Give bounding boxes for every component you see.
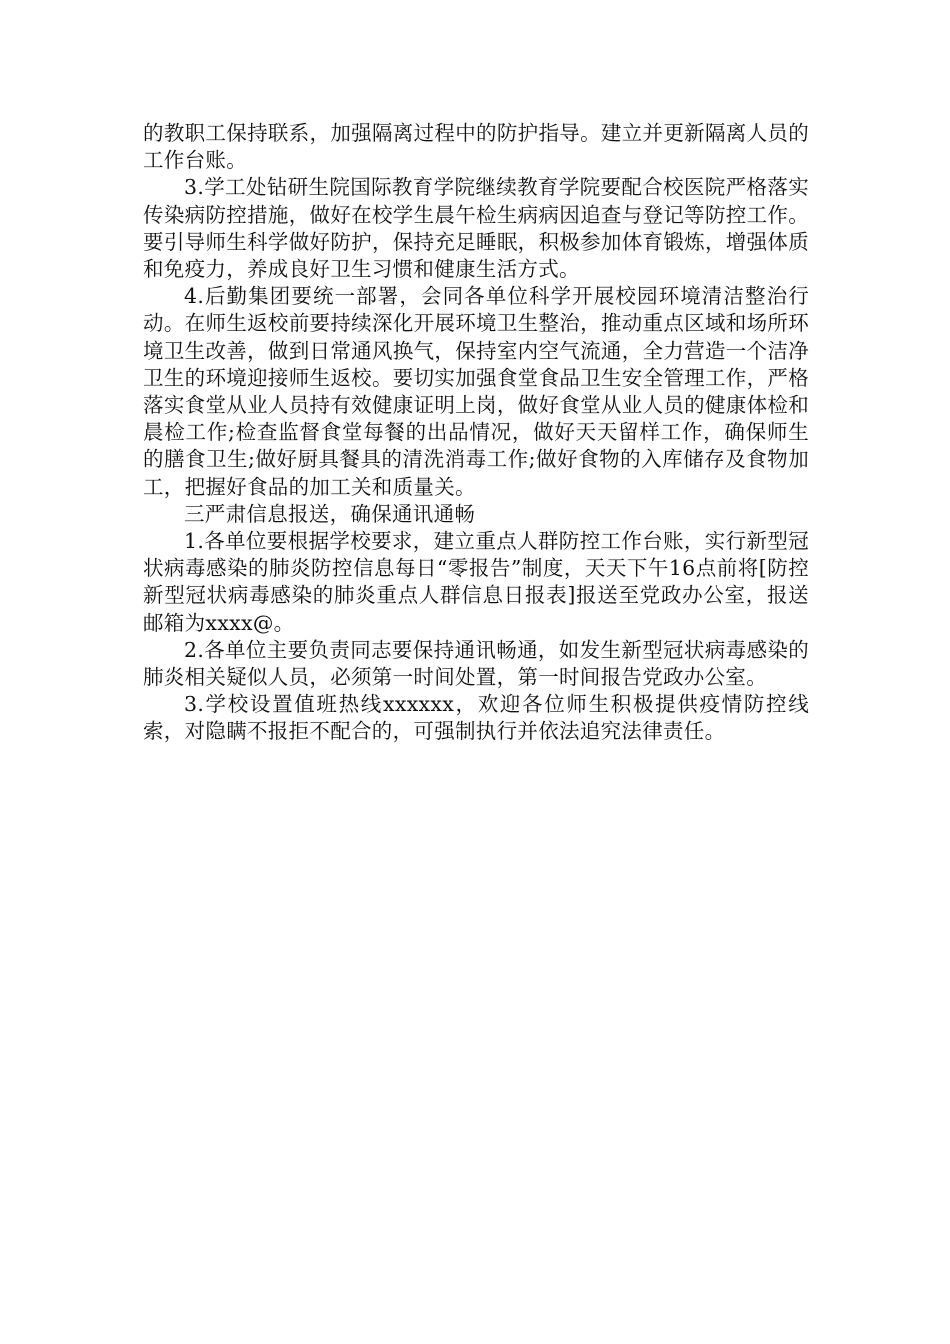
paragraph-continuation: 的教职工保持联系，加强隔离过程中的防护指导。建立并更新隔离人员的工作台账。 bbox=[143, 121, 809, 173]
section-heading-information-reporting: 三严肃信息报送，确保通讯通畅 bbox=[184, 501, 476, 526]
document-body bbox=[143, 120, 809, 746]
paragraph-item-1-ledger: 1.各单位要根据学校要求，建立重点人群防控工作台账，实行新型冠状病毒感染的肺炎防控信息每日“零报告”制度，天天下午16点前将[防控新型冠状病毒感染的肺炎重点人群信息日报表]报送至党政办公室，报送邮箱为xxxx@。 bbox=[143, 529, 809, 635]
paragraph-item-3-hotline: 3.学校设置值班热线xxxxxx，欢迎各位师生积极提供疫情防控线索，对隐瞒不报拒不配合的，可强制执行并依法追究法律责任。 bbox=[143, 692, 809, 744]
paragraph-item-4-logistics: 4.后勤集团要统一部署，会同各单位科学开展校园环境清洁整治行动。在师生返校前要持续深化开展环境卫生整治，推动重点区域和场所环境卫生改善，做到日常通风换气，保持室内空气流通，全力营造一个洁净卫生的环境迎接师生返校。要切实加强食堂食品卫生安全管理工作，严格落实食堂从业人员持有效健康证明上岗，做好食堂从业人员的健康体检和晨检工作;检查监督食堂每餐的出品情况，做好天天留样工作，确保师生的膳食卫生;做好厨具餐具的清洗消毒工作;做好食物的入库储存及食物加工，把握好食品的加工关和质量关。 bbox=[143, 284, 809, 499]
paragraph-item-3-student-affairs: 3.学工处钻研生院国际教育学院继续教育学院要配合校医院严格落实传染病防控措施，做好在校学生晨午检生病病因追查与登记等防控工作。要引导师生科学做好防护，保持充足睡眠，积极参加体育锻炼，增强体质和免疫力，养成良好卫生习惯和健康生活方式。 bbox=[143, 175, 809, 282]
paragraph-item-2-communication: 2.各单位主要负责同志要保持通讯畅通，如发生新型冠状病毒感染的肺炎相关疑似人员，必须第一时间处置，第一时间报告党政办公室。 bbox=[143, 637, 809, 690]
